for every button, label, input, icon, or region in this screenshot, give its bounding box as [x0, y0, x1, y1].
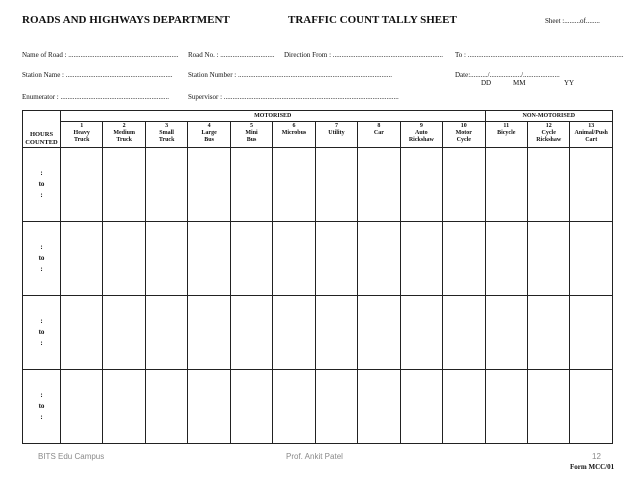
tally-cell[interactable]	[145, 296, 187, 370]
column-vehicle-name: Auto Rickshaw	[400, 130, 442, 148]
time-range-cell[interactable]: : to :	[23, 222, 61, 296]
tally-cell[interactable]	[443, 222, 485, 296]
form-code: Form MCC/01	[570, 463, 615, 471]
tally-cell[interactable]	[315, 222, 357, 296]
tally-cell[interactable]	[400, 222, 442, 296]
tally-cell[interactable]	[273, 296, 315, 370]
non-motorised-group-header: NON-MOTORISED	[485, 111, 612, 122]
tally-cell[interactable]	[315, 148, 357, 222]
column-vehicle-name: Cycle Rickshaw	[527, 130, 569, 148]
tally-cell[interactable]	[61, 148, 103, 222]
tally-cell[interactable]	[273, 222, 315, 296]
tally-cell[interactable]	[188, 148, 230, 222]
supervisor-field[interactable]: Supervisor : ....................................................................................................	[188, 93, 399, 101]
tally-cell[interactable]	[230, 222, 272, 296]
column-vehicle-name: Animal/Push Cart	[570, 130, 613, 148]
tally-cell[interactable]	[485, 148, 527, 222]
tally-cell[interactable]	[103, 222, 145, 296]
column-vehicle-name: Small Truck	[145, 130, 187, 148]
column-number: 13	[570, 122, 613, 131]
tally-cell[interactable]	[485, 222, 527, 296]
tally-cell[interactable]	[61, 296, 103, 370]
date-mm-label: MM	[513, 79, 526, 87]
station-name-field[interactable]: Station Name : .............................................................	[22, 71, 173, 79]
tally-cell[interactable]	[485, 296, 527, 370]
column-vehicle-name: Heavy Truck	[61, 130, 103, 148]
direction-from-field[interactable]: Direction From : ...............................................................	[284, 51, 444, 59]
column-number: 2	[103, 122, 145, 131]
time-range-cell[interactable]: : to :	[23, 296, 61, 370]
tally-table	[22, 110, 613, 444]
column-number: 3	[145, 122, 187, 131]
tally-cell[interactable]	[570, 370, 613, 444]
tally-cell[interactable]	[103, 370, 145, 444]
tally-cell[interactable]	[145, 370, 187, 444]
table-row	[23, 148, 613, 222]
column-vehicle-name: Car	[358, 130, 400, 148]
column-vehicle-name: Mini Bus	[230, 130, 272, 148]
tally-cell[interactable]	[358, 370, 400, 444]
tally-cell[interactable]	[358, 222, 400, 296]
tally-cell[interactable]	[358, 296, 400, 370]
column-number: 12	[527, 122, 569, 131]
sheet-title: TRAFFIC COUNT TALLY SHEET	[288, 14, 457, 26]
date-dd-label: DD	[481, 79, 492, 87]
motorised-group-header: MOTORISED	[61, 111, 486, 122]
table-row	[23, 370, 613, 444]
column-number: 11	[485, 122, 527, 131]
column-vehicle-name: Microbus	[273, 130, 315, 148]
tally-cell[interactable]	[145, 148, 187, 222]
time-range-cell[interactable]: : to :	[23, 370, 61, 444]
tally-cell[interactable]	[485, 370, 527, 444]
footer-professor: Prof. Ankit Patel	[286, 452, 343, 461]
column-number: 6	[273, 122, 315, 131]
column-vehicle-name: Large Bus	[188, 130, 230, 148]
tally-cell[interactable]	[527, 296, 569, 370]
department-title: ROADS AND HIGHWAYS DEPARTMENT	[22, 14, 230, 26]
sheet-number: Sheet :.........of........	[545, 17, 600, 25]
column-number: 8	[358, 122, 400, 131]
tally-cell[interactable]	[443, 370, 485, 444]
date-field[interactable]: Date:........../................../.....................	[455, 71, 560, 79]
tally-cell[interactable]	[400, 370, 442, 444]
footer-campus: BITS Edu Campus	[38, 452, 105, 461]
column-number: 1	[61, 122, 103, 131]
hours-counted-header: HOURS COUNTED	[23, 111, 61, 148]
tally-cell[interactable]	[103, 296, 145, 370]
tally-cell[interactable]	[188, 370, 230, 444]
tally-cell[interactable]	[145, 222, 187, 296]
tally-cell[interactable]	[61, 222, 103, 296]
road-no-field[interactable]: Road No. : ...............................	[188, 51, 275, 59]
tally-cell[interactable]	[230, 370, 272, 444]
time-range-cell[interactable]: : to :	[23, 148, 61, 222]
column-number: 9	[400, 122, 442, 131]
tally-cell[interactable]	[273, 370, 315, 444]
tally-cell[interactable]	[273, 148, 315, 222]
tally-cell[interactable]	[570, 148, 613, 222]
direction-to-field[interactable]: To : .........................................................................................	[455, 51, 624, 59]
tally-cell[interactable]	[527, 148, 569, 222]
tally-cell[interactable]	[443, 148, 485, 222]
tally-cell[interactable]	[443, 296, 485, 370]
tally-cell[interactable]	[570, 296, 613, 370]
column-number: 7	[315, 122, 357, 131]
tally-cell[interactable]	[358, 148, 400, 222]
tally-cell[interactable]	[315, 296, 357, 370]
tally-cell[interactable]	[230, 296, 272, 370]
column-number: 10	[443, 122, 485, 131]
footer-page-number: 12	[592, 452, 601, 461]
tally-cell[interactable]	[230, 148, 272, 222]
tally-cell[interactable]	[570, 222, 613, 296]
tally-cell[interactable]	[315, 370, 357, 444]
name-of-road-field[interactable]: Name of Road : ...............................................................	[22, 51, 179, 59]
tally-cell[interactable]	[188, 222, 230, 296]
tally-cell[interactable]	[400, 296, 442, 370]
column-vehicle-name: Utility	[315, 130, 357, 148]
column-vehicle-name: Bicycle	[485, 130, 527, 148]
date-yy-label: YY	[564, 79, 575, 87]
tally-cell[interactable]	[527, 222, 569, 296]
tally-cell[interactable]	[527, 370, 569, 444]
tally-cell[interactable]	[103, 148, 145, 222]
tally-cell[interactable]	[400, 148, 442, 222]
table-row	[23, 222, 613, 296]
table-row	[23, 296, 613, 370]
column-number: 4	[188, 122, 230, 131]
column-number: 5	[230, 122, 272, 131]
column-vehicle-name: Medium Truck	[103, 130, 145, 148]
station-number-field[interactable]: Station Number : ........................................................................................	[188, 71, 392, 79]
tally-cell[interactable]	[61, 370, 103, 444]
column-vehicle-name: Motor Cycle	[443, 130, 485, 148]
enumerator-field[interactable]: Enumerator : ..............................................................	[22, 93, 169, 101]
tally-cell[interactable]	[188, 296, 230, 370]
